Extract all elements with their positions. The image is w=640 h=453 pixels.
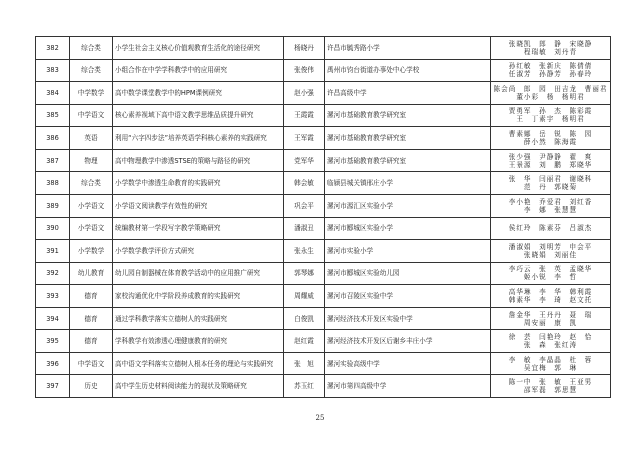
table-row bbox=[36, 285, 611, 308]
table-row bbox=[36, 194, 611, 217]
work-unit: 漯河市基础教育教学研究室 bbox=[325, 104, 491, 127]
subject-category: 综合类 bbox=[70, 172, 113, 195]
project-title-text: 小学数学中渗透生命教育的实践研究 bbox=[115, 179, 221, 188]
work-unit: 漯河市第四高级中学 bbox=[325, 375, 491, 398]
subject-category: 德育 bbox=[70, 307, 113, 330]
team-members bbox=[491, 307, 611, 330]
subject-category: 小学语文 bbox=[70, 217, 113, 240]
member-line: 张少强 尹静静 翟 爽 bbox=[508, 152, 593, 161]
project-title bbox=[113, 307, 284, 330]
project-leader: 赵红霞 bbox=[284, 330, 325, 353]
work-unit: 漯河市实验小学 bbox=[325, 240, 491, 263]
member-line: 李 敏 李晶晶 杜 蓉 bbox=[508, 355, 593, 364]
project-title bbox=[113, 37, 284, 60]
project-title-text: 利用“六字四步法”培养英语学科核心素养的实践研究 bbox=[115, 134, 267, 143]
work-unit: 临颍县城关镇邢庄小学 bbox=[325, 172, 491, 195]
row-number: 385 bbox=[36, 104, 70, 127]
work-unit: 漯河市基础教育教学研究室 bbox=[325, 127, 491, 150]
project-title bbox=[113, 375, 284, 398]
row-number: 396 bbox=[36, 352, 70, 375]
project-leader: 韩会敏 bbox=[284, 172, 325, 195]
table-row bbox=[36, 375, 611, 398]
project-leader: 赵小强 bbox=[284, 82, 325, 105]
work-unit: 漯河市召陵区实验中学 bbox=[325, 285, 491, 308]
project-leader: 郭琴娜 bbox=[284, 262, 325, 285]
table-row bbox=[36, 240, 611, 263]
row-number: 394 bbox=[36, 307, 70, 330]
project-title bbox=[113, 59, 284, 82]
project-title-text: 小组合作在中学学科教学中的应用研究 bbox=[115, 66, 228, 75]
project-title-text: 小学生社会主义核心价值观教育生活化的途径研究 bbox=[115, 43, 261, 52]
project-title bbox=[113, 285, 284, 308]
member-line: 吴宜梅 郭 琳 bbox=[523, 363, 578, 372]
team-members bbox=[491, 285, 611, 308]
row-number: 383 bbox=[36, 59, 70, 82]
project-title-text: 高中物理教学中渗透STSE的策略与路径的研究 bbox=[115, 156, 251, 165]
member-line: 张 华 闫丽君 谢晓科 bbox=[508, 175, 593, 184]
subject-category: 英语 bbox=[70, 127, 113, 150]
member-line: 周安丽 康 凯 bbox=[523, 318, 578, 327]
project-title-text: 幼儿园自制器械在体育教学活动中的应用推广研究 bbox=[115, 269, 261, 278]
member-line: 詹金华 王丹丹 聂 瑞 bbox=[508, 310, 593, 319]
project-leader: 张俊伟 bbox=[284, 59, 325, 82]
member-line: 董小彩 杨 杨明君 bbox=[516, 92, 585, 101]
team-members bbox=[491, 37, 611, 60]
subject-category: 综合类 bbox=[70, 59, 113, 82]
row-number: 395 bbox=[36, 330, 70, 353]
table-row bbox=[36, 127, 611, 150]
team-members bbox=[491, 194, 611, 217]
member-line: 王 丁素宇 杨明君 bbox=[516, 115, 585, 124]
table-row bbox=[36, 172, 611, 195]
project-title-text: 高中学生历史材料阅读能力的现状及策略研究 bbox=[115, 382, 247, 391]
project-title bbox=[113, 217, 284, 240]
member-line: 李小艳 乔爱君 刘红香 bbox=[508, 197, 593, 206]
work-unit: 许昌市毓秀路小学 bbox=[325, 37, 491, 60]
work-unit: 禹州市钧台街道办事处中心学校 bbox=[325, 59, 491, 82]
work-unit: 漯河经济技术开发区实验中学 bbox=[325, 307, 491, 330]
row-number: 390 bbox=[36, 217, 70, 240]
member-line: 韩素华 李 琦 赵文托 bbox=[508, 295, 593, 304]
team-members bbox=[491, 375, 611, 398]
subject-category: 小学语文 bbox=[70, 194, 113, 217]
project-leader: 张永生 bbox=[284, 240, 325, 263]
member-line: 任淑芳 孙静芳 孙春玲 bbox=[508, 70, 593, 79]
project-leader: 白俊凯 bbox=[284, 307, 325, 330]
row-number: 384 bbox=[36, 82, 70, 105]
table-row bbox=[36, 104, 611, 127]
member-line: 王景源 刘 鹏 郑晓华 bbox=[508, 160, 593, 169]
subject-category: 中学语文 bbox=[70, 104, 113, 127]
member-line: 邵军磊 郭思慧 bbox=[523, 386, 578, 395]
member-line: 张 森 张红涛 bbox=[523, 341, 578, 350]
member-line: 曹素娜 岳 锐 陈 园 bbox=[508, 130, 593, 139]
subject-category: 综合类 bbox=[70, 37, 113, 60]
team-members bbox=[491, 127, 611, 150]
project-title bbox=[113, 127, 284, 150]
work-unit: 漯河市源汇区实验小学 bbox=[325, 194, 491, 217]
row-number: 389 bbox=[36, 194, 70, 217]
project-title-text: 核心素养视域下高中语文教学思维品质提升研究 bbox=[115, 111, 254, 120]
team-members bbox=[491, 172, 611, 195]
project-leader: 王霞霞 bbox=[284, 104, 325, 127]
member-line: 陈会尚 郎 园 田吉龙 曹丽君 bbox=[493, 84, 608, 93]
team-members bbox=[491, 104, 611, 127]
project-leader: 苏玉红 bbox=[284, 375, 325, 398]
table-row bbox=[36, 307, 611, 330]
project-title bbox=[113, 262, 284, 285]
member-line: 程瑞敏 刘丹青 bbox=[523, 47, 578, 56]
project-leader: 潘淑丑 bbox=[284, 217, 325, 240]
project-title-text: 通过学科教学落实立德树人的实践研究 bbox=[115, 314, 228, 323]
member-line: 徐 芸 闫艳玲 赵 恰 bbox=[508, 333, 593, 342]
subject-category: 德育 bbox=[70, 285, 113, 308]
project-title-text: 学科教学有效渗透心理健康教育的研究 bbox=[115, 337, 228, 346]
project-title bbox=[113, 330, 284, 353]
member-line: 姬小锐 李 哲 bbox=[523, 273, 578, 282]
table-row bbox=[36, 149, 611, 172]
page-number: 25 bbox=[315, 414, 325, 422]
work-unit: 漯河经济技术开发区后谢乡丰庄小学 bbox=[325, 330, 491, 353]
table-body bbox=[36, 37, 611, 398]
project-title-text: 高中数学课堂教学中的HPM课例研究 bbox=[115, 88, 222, 97]
row-number: 397 bbox=[36, 375, 70, 398]
work-unit: 许昌高级中学 bbox=[325, 82, 491, 105]
project-title-text: 家校沟通优化中学阶段养成教育的实践研究 bbox=[115, 291, 241, 300]
project-title-text: 小学数学教学评价方式研究 bbox=[115, 246, 195, 255]
project-title-text: 统编教材第一学段写字教学策略研究 bbox=[115, 224, 221, 233]
project-leader: 周耀威 bbox=[284, 285, 325, 308]
subject-category: 小学数学 bbox=[70, 240, 113, 263]
row-number: 393 bbox=[36, 285, 70, 308]
row-number: 388 bbox=[36, 172, 70, 195]
team-members bbox=[491, 262, 611, 285]
row-number: 391 bbox=[36, 240, 70, 263]
member-line: 陈一中 张 敏 王亚男 bbox=[508, 378, 593, 387]
row-number: 392 bbox=[36, 262, 70, 285]
member-line: 孙红敏 张新庆 陈倩倩 bbox=[508, 62, 593, 71]
project-leader: 杨晓丹 bbox=[284, 37, 325, 60]
member-line: 李巧云 张 英 孟晓华 bbox=[508, 265, 593, 274]
project-leader: 党军华 bbox=[284, 149, 325, 172]
subject-category: 历史 bbox=[70, 375, 113, 398]
table-row bbox=[36, 59, 611, 82]
member-line: 薛小然 陈海霞 bbox=[523, 138, 578, 147]
team-members bbox=[491, 240, 611, 263]
table-row bbox=[36, 330, 611, 353]
row-number: 387 bbox=[36, 149, 70, 172]
work-unit: 漯河市基础教育教学研究室 bbox=[325, 149, 491, 172]
project-title bbox=[113, 352, 284, 375]
member-line: 侯红玲 陈素芬 吕淑杰 bbox=[508, 224, 593, 233]
subject-category: 德育 bbox=[70, 330, 113, 353]
project-title bbox=[113, 194, 284, 217]
table-row bbox=[36, 217, 611, 240]
project-title-text: 高中语文学科落实立德树人根本任务的理论与实践研究 bbox=[115, 359, 274, 368]
member-line: 张晓凯 郎 静 宋晓静 bbox=[508, 39, 593, 48]
member-line: 张晓娟 刘丽佳 bbox=[523, 250, 578, 259]
team-members bbox=[491, 330, 611, 353]
project-title bbox=[113, 82, 284, 105]
project-table bbox=[35, 36, 611, 398]
table-row bbox=[36, 262, 611, 285]
project-title bbox=[113, 240, 284, 263]
work-unit: 漯河实验高级中学 bbox=[325, 352, 491, 375]
subject-category: 中学语文 bbox=[70, 352, 113, 375]
table-row bbox=[36, 37, 611, 60]
work-unit: 漯河市郾城区实验小学 bbox=[325, 217, 491, 240]
project-title bbox=[113, 172, 284, 195]
member-line: 贾勇军 孙 杰 陈彩霞 bbox=[508, 107, 593, 116]
subject-category: 幼儿教育 bbox=[70, 262, 113, 285]
team-members bbox=[491, 149, 611, 172]
team-members bbox=[491, 352, 611, 375]
project-title-text: 小学语文阅读教学有效性的研究 bbox=[115, 201, 208, 210]
project-leader: 巩会平 bbox=[284, 194, 325, 217]
member-line: 潘淑娟 刘明芳 申会平 bbox=[508, 242, 593, 251]
table-row bbox=[36, 82, 611, 105]
row-number: 386 bbox=[36, 127, 70, 150]
row-number: 382 bbox=[36, 37, 70, 60]
project-title bbox=[113, 104, 284, 127]
project-leader: 张 旭 bbox=[284, 352, 325, 375]
work-unit: 漯河市郾城区实验幼儿园 bbox=[325, 262, 491, 285]
team-members bbox=[491, 82, 611, 105]
member-line: 范 丹 郭晓菊 bbox=[523, 183, 578, 192]
member-line: 李 娜 张慧慧 bbox=[523, 205, 578, 214]
member-line: 高华琳 李 华 韩利霞 bbox=[508, 287, 593, 296]
project-leader: 王军霞 bbox=[284, 127, 325, 150]
subject-category: 物理 bbox=[70, 149, 113, 172]
team-members bbox=[491, 59, 611, 82]
project-title bbox=[113, 149, 284, 172]
subject-category: 中学数学 bbox=[70, 82, 113, 105]
team-members bbox=[491, 217, 611, 240]
table-row bbox=[36, 352, 611, 375]
